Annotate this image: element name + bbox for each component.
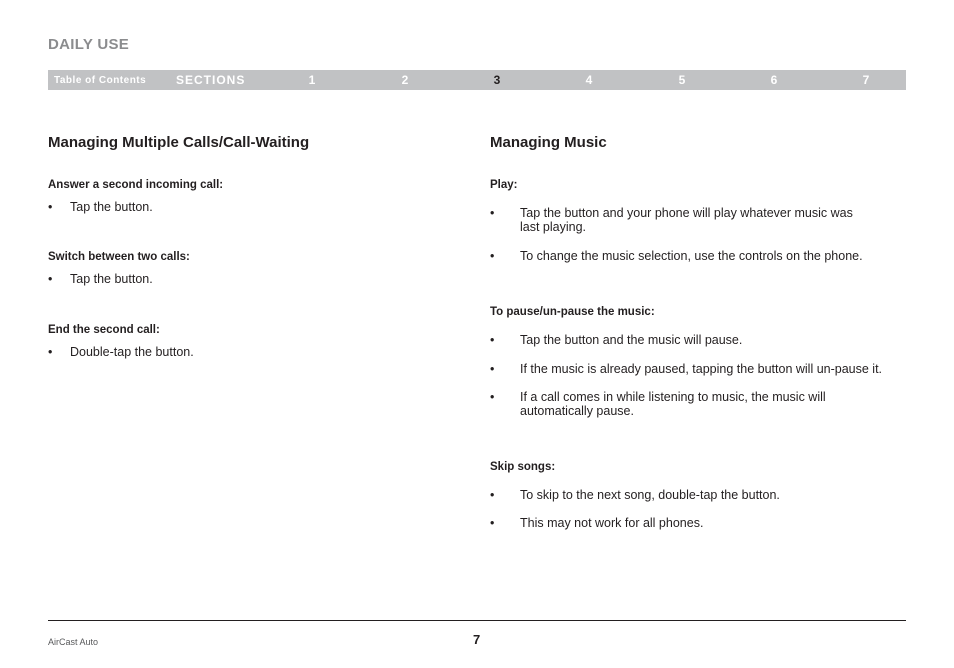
table-of-contents-link[interactable]: Table of Contents <box>54 75 147 86</box>
section-navbar <box>48 70 906 90</box>
sections-label: SECTIONS <box>176 73 246 87</box>
nav-section-6[interactable]: 6 <box>770 73 778 87</box>
list-item: • Tap the button and the music will pause. <box>490 333 743 347</box>
switch-calls-heading: Switch between two calls: <box>48 251 190 263</box>
footer-divider <box>48 620 906 621</box>
calls-heading: Managing Multiple Calls/Call-Waiting <box>48 134 310 151</box>
list-item: • This may not work for all phones. <box>490 516 704 530</box>
list-item: • Tap the button. <box>48 200 153 214</box>
list-item: • Tap the button. <box>48 272 153 286</box>
pause-list <box>490 333 906 418</box>
calls-column <box>48 133 448 359</box>
nav-section-4[interactable]: 4 <box>585 73 593 87</box>
nav-section-3[interactable]: 3 <box>493 73 501 87</box>
section-title: DAILY USE <box>48 36 130 53</box>
list-item: • If a call comes in while listening to music, the music will automatically pause. <box>490 390 826 418</box>
list-item: • Tap the button and your phone will play whatever music was last playing. <box>490 206 853 234</box>
list-item: • If the music is already paused, tapping the button will un-pause it. <box>490 362 883 376</box>
nav-section-5[interactable]: 5 <box>678 73 686 87</box>
answer-call-list <box>48 200 448 214</box>
answer-call-heading: Answer a second incoming call: <box>48 179 224 191</box>
music-heading: Managing Music <box>490 134 607 151</box>
nav-section-1[interactable]: 1 <box>308 73 316 87</box>
nav-section-7[interactable]: 7 <box>862 73 870 87</box>
music-column <box>490 133 906 530</box>
page-number: 7 <box>473 632 481 647</box>
switch-calls-list <box>48 272 448 286</box>
list-item: • Double-tap the button. <box>48 345 194 359</box>
nav-section-2[interactable]: 2 <box>401 73 409 87</box>
skip-list <box>490 488 906 530</box>
skip-heading: Skip songs: <box>490 461 556 473</box>
list-item: • To change the music selection, use the controls on the phone. <box>490 249 863 263</box>
footer-brand: AirCast Auto <box>48 637 99 647</box>
end-call-heading: End the second call: <box>48 324 160 336</box>
list-item: • To skip to the next song, double-tap the button. <box>490 488 780 502</box>
end-call-list <box>48 345 448 359</box>
pause-heading: To pause/un-pause the music: <box>490 306 655 318</box>
play-list <box>490 206 906 263</box>
play-heading: Play: <box>490 179 518 191</box>
